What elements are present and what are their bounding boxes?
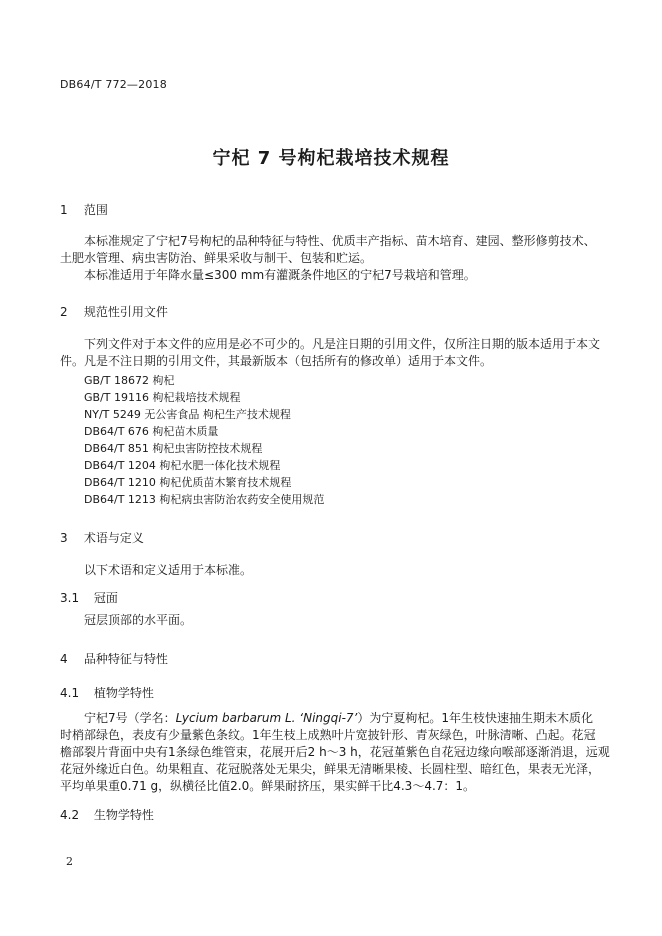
section-number: 4.2 — [60, 808, 80, 822]
section-title: 规范性引用文件 — [83, 305, 168, 319]
section-heading-1 — [60, 201, 108, 218]
reference-item: DB64/T 1204 枸杞水肥一体化技术规程 — [84, 459, 281, 472]
reference-item: DB64/T 676 枸杞苗木质量 — [84, 425, 219, 438]
paragraph-line: 下列文件对于本文件的应用是必不可少的。凡是注日期的引用文件，仅所注日期的版本适用于本文 — [84, 337, 601, 351]
section-number: 2 — [60, 305, 68, 319]
paragraph-line: 土肥水管理、病虫害防治、鲜果采收与制干、包装和贮运。 — [60, 251, 373, 265]
section-title: 范围 — [83, 203, 108, 217]
reference-item: DB64/T 851 枸杞虫害防控技术规程 — [84, 442, 263, 455]
section-number: 4 — [60, 652, 68, 666]
paragraph-line: 檐部裂片背面中央有1条绿色维管束，花展开后2 h～3 h，花冠堇紫色自花冠边缘向喉部逐渐消退，远观 — [60, 745, 610, 759]
reference-item: GB/T 19116 枸杞栽培技术规程 — [84, 391, 241, 404]
text-run: 宁杞7号（学名： — [84, 711, 176, 725]
reference-item: DB64/T 1213 枸杞病虫害防治农药安全使用规范 — [84, 493, 325, 506]
section-title: 生物学特性 — [93, 808, 154, 822]
paragraph-line: 平均单果重0.71 g，纵横径比值2.0。鲜果耐挤压，果实鲜干比4.3～4.7：1。 — [60, 779, 476, 793]
latin-name: Lycium barbarum L. — [175, 711, 296, 725]
section-heading-3 — [60, 529, 144, 546]
section-title: 植物学特性 — [93, 686, 154, 700]
section-heading-4 — [60, 650, 168, 667]
paragraph-line: 时梢部绿色，表皮有少量紫色条纹。1年生枝上成熟叶片宽披针形、青灰绿色，叶脉清晰、凸起。花冠 — [60, 728, 596, 742]
section-number: 3 — [60, 531, 68, 545]
section-title: 品种特征与特性 — [83, 652, 168, 666]
section-number: 1 — [60, 203, 68, 217]
subsection-heading-4-1 — [60, 684, 154, 701]
paragraph-line: 花冠外缘近白色。幼果粗直、花冠脱落处无果尖，鲜果无清晰果棱、长圆柱型、暗红色，果表无光泽， — [60, 762, 601, 776]
paragraph-line: 本标准适用于年降水量≤300 mm有灌溉条件地区的宁杞7号栽培和管理。 — [84, 268, 476, 282]
section-heading-2 — [60, 303, 168, 320]
section-title: 术语与定义 — [83, 531, 144, 545]
paragraph-line: 件。凡是不注日期的引用文件，其最新版本（包括所有的修改单）适用于本文件。 — [60, 354, 493, 368]
section-number: 3.1 — [60, 591, 80, 605]
page-number: 2 — [66, 855, 73, 868]
document-title: 宁杞 7 号枸杞栽培技术规程 — [212, 148, 450, 169]
reference-item: DB64/T 1210 枸杞优质苗木繁育技术规程 — [84, 476, 292, 489]
text-run: ）为宁夏枸杞。1年生枝快速抽生期未木质化 — [357, 711, 594, 725]
subsection-heading-3-1 — [60, 589, 118, 606]
reference-item: NY/T 5249 无公害食品 枸杞生产技术规程 — [84, 408, 291, 421]
paragraph-line: 本标准规定了宁杞7号枸杞的品种特征与特性、优质丰产指标、苗木培育、建园、整形修剪技术、 — [84, 234, 596, 248]
subsection-heading-4-2 — [60, 806, 154, 823]
cultivar-name: ‘Ningqi-7’ — [299, 711, 358, 725]
paragraph-line: 以下术语和定义适用于本标准。 — [84, 563, 253, 577]
paragraph-line: 冠层顶部的水平面。 — [84, 613, 193, 627]
reference-item: GB/T 18672 枸杞 — [84, 374, 175, 387]
section-title: 冠面 — [93, 591, 118, 605]
section-number: 4.1 — [60, 686, 80, 700]
standard-code: DB64/T 772—2018 — [60, 78, 167, 91]
paragraph-line — [60, 710, 608, 727]
